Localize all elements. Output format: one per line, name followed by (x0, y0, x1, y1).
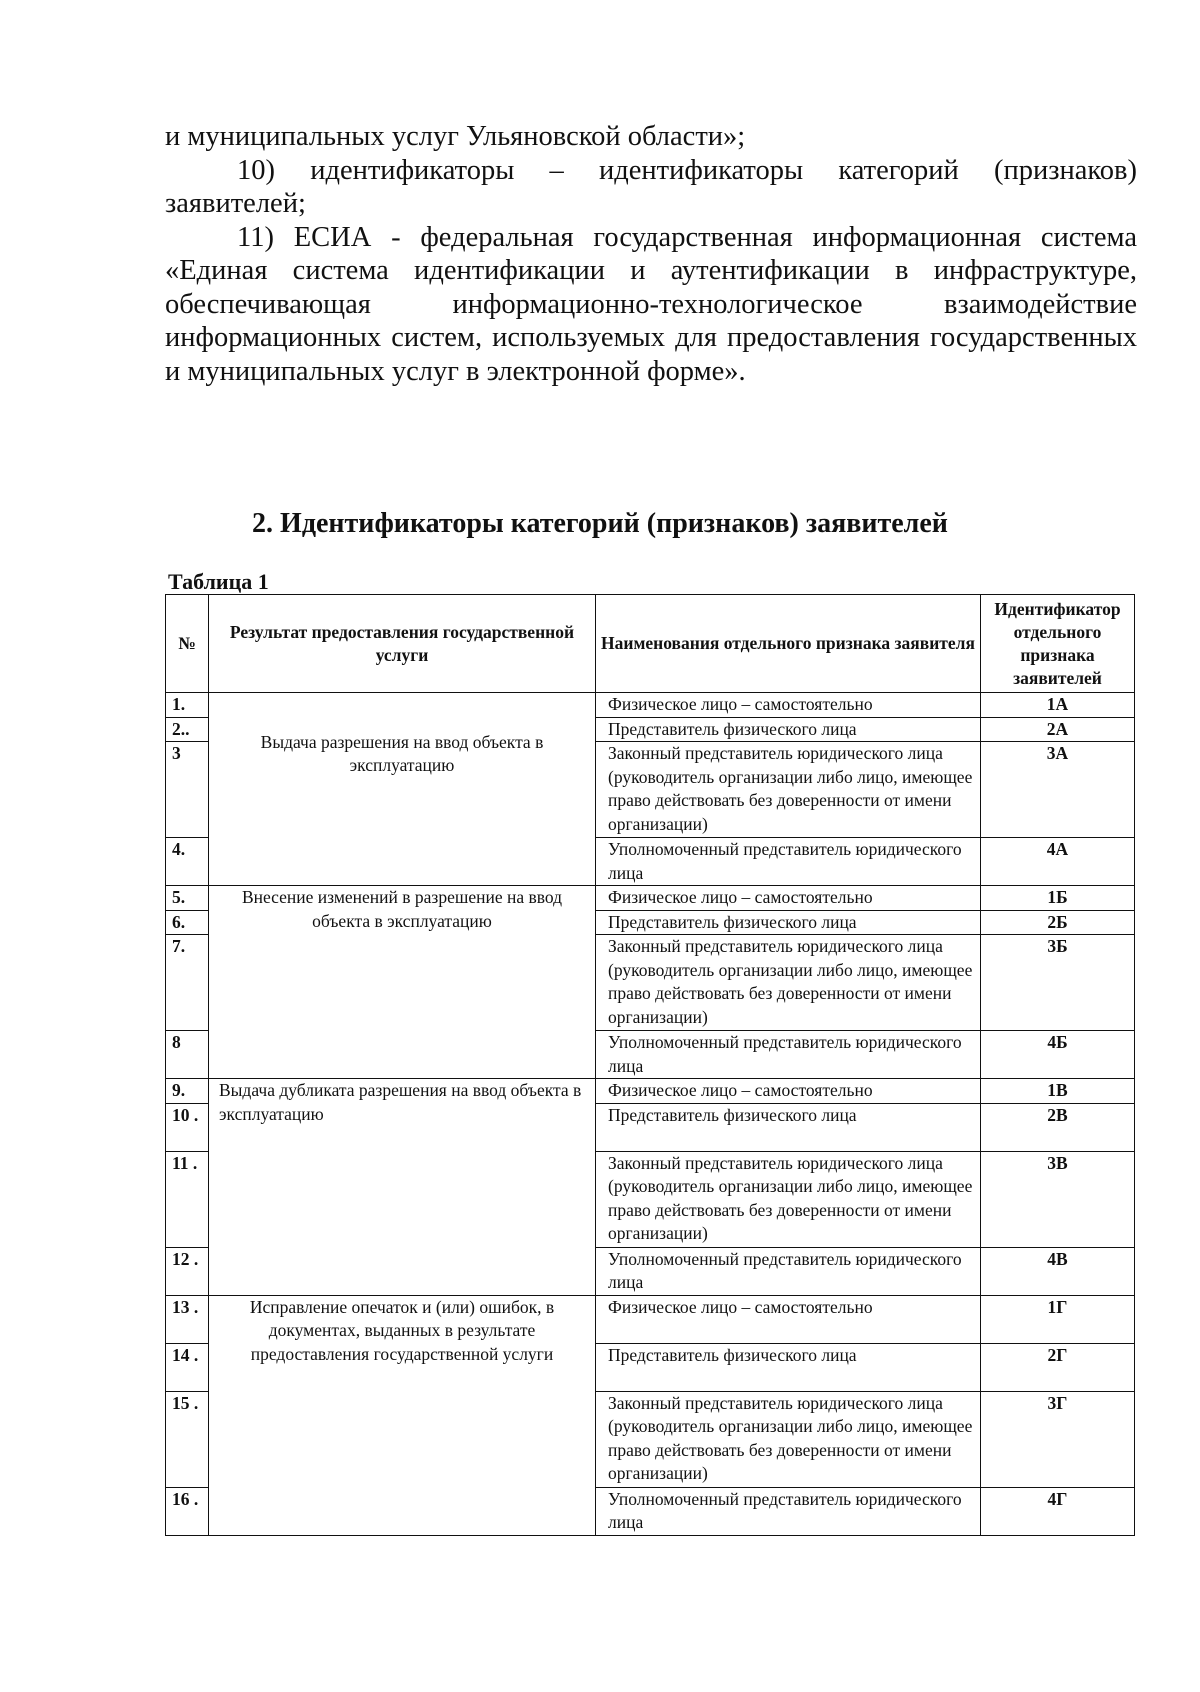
applicant-name: Физическое лицо – самостоятельно (596, 886, 981, 911)
intro-line-1: и муниципальных услуг Ульяновской области»; (165, 121, 746, 152)
applicant-name: Законный представитель юридического лица (руководитель организации либо лицо, имеющее право действовать без доверенности от имени организации) (596, 742, 981, 838)
applicant-name: Представитель физического лица (596, 1343, 981, 1391)
applicant-name: Физическое лицо – самостоятельно (596, 1079, 981, 1104)
identifier-code: 4Б (981, 1031, 1135, 1079)
identifier-code: 3Г (981, 1391, 1135, 1487)
row-number: 5. (166, 886, 209, 911)
table-row (166, 1295, 1135, 1343)
row-number: 16 . (166, 1487, 209, 1535)
intro-text (165, 120, 1137, 388)
identifiers-table (165, 594, 1135, 1536)
result-cell: Выдача разрешения на ввод объекта в эксплуатацию (209, 693, 596, 886)
applicant-name: Физическое лицо – самостоятельно (596, 693, 981, 718)
table-header-row (166, 595, 1135, 693)
identifier-code: 4В (981, 1247, 1135, 1295)
row-number: 6. (166, 910, 209, 935)
row-number: 11 . (166, 1151, 209, 1247)
applicant-name: Представитель физического лица (596, 717, 981, 742)
row-number: 13 . (166, 1295, 209, 1343)
applicant-name: Уполномоченный представитель юридического лица (596, 1487, 981, 1535)
identifier-code: 3А (981, 742, 1135, 838)
applicant-name: Физическое лицо – самостоятельно (596, 1295, 981, 1343)
header-num: № (166, 595, 209, 693)
identifier-code: 2Г (981, 1343, 1135, 1391)
identifier-code: 4А (981, 838, 1135, 886)
applicant-name: Представитель физического лица (596, 910, 981, 935)
applicant-name: Уполномоченный представитель юридического лица (596, 838, 981, 886)
result-cell: Выдача дубликата разрешения на ввод объекта в эксплуатацию (209, 1079, 596, 1296)
row-number: 7. (166, 935, 209, 1031)
header-name: Наименования отдельного признака заявителя (596, 595, 981, 693)
identifier-code: 1Г (981, 1295, 1135, 1343)
row-number: 2.. (166, 717, 209, 742)
identifier-code: 2А (981, 717, 1135, 742)
identifier-code: 1Б (981, 886, 1135, 911)
applicant-name: Представитель физического лица (596, 1103, 981, 1151)
identifier-code: 4Г (981, 1487, 1135, 1535)
header-code: Идентификатор отдельного признака заявителей (981, 595, 1135, 693)
applicant-name: Законный представитель юридического лица (руководитель организации либо лицо, имеющее право действовать без доверенности от имени организации) (596, 935, 981, 1031)
applicant-name: Уполномоченный представитель юридического лица (596, 1031, 981, 1079)
intro-item-10: 10) идентификаторы – идентификаторы категорий (признаков) заявителей; (165, 154, 1137, 219)
section-title: 2. Идентификаторы категорий (признаков) заявителей (252, 508, 948, 539)
header-result: Результат предоставления государственной услуги (209, 595, 596, 693)
row-number: 9. (166, 1079, 209, 1104)
result-cell: Внесение изменений в разрешение на ввод объекта в эксплуатацию (209, 886, 596, 1079)
row-number: 10 . (166, 1103, 209, 1151)
applicant-name: Законный представитель юридического лица (руководитель организации либо лицо, имеющее право действовать без доверенности от имени организации) (596, 1151, 981, 1247)
row-number: 12 . (166, 1247, 209, 1295)
identifier-code: 1В (981, 1079, 1135, 1104)
row-number: 15 . (166, 1391, 209, 1487)
applicant-name: Уполномоченный представитель юридического лица (596, 1247, 981, 1295)
row-number: 8 (166, 1031, 209, 1079)
row-number: 3 (166, 742, 209, 838)
identifier-code: 3В (981, 1151, 1135, 1247)
applicant-name: Законный представитель юридического лица (руководитель организации либо лицо, имеющее право действовать без доверенности от имени организации) (596, 1391, 981, 1487)
intro-item-11: 11) ЕСИА - федеральная государственная информационная система «Единая система идентификации и аутентификации в инфраструктуре, обеспечивающая информационно-технологическое взаимодействие информационных систем, используемых для предоставления государственных и муниципальных услуг в электронной форме». (165, 221, 1137, 387)
identifier-code: 3Б (981, 935, 1135, 1031)
table-caption: Таблица 1 (168, 569, 269, 594)
result-cell: Исправление опечаток и (или) ошибок, в документах, выданных в результате предоставления государственной услуги (209, 1295, 596, 1535)
identifier-code: 2Б (981, 910, 1135, 935)
identifier-code: 1А (981, 693, 1135, 718)
row-number: 4. (166, 838, 209, 886)
table-row (166, 1079, 1135, 1104)
table-row (166, 886, 1135, 911)
row-number: 1. (166, 693, 209, 718)
identifier-code: 2В (981, 1103, 1135, 1151)
row-number: 14 . (166, 1343, 209, 1391)
table-row (166, 693, 1135, 718)
